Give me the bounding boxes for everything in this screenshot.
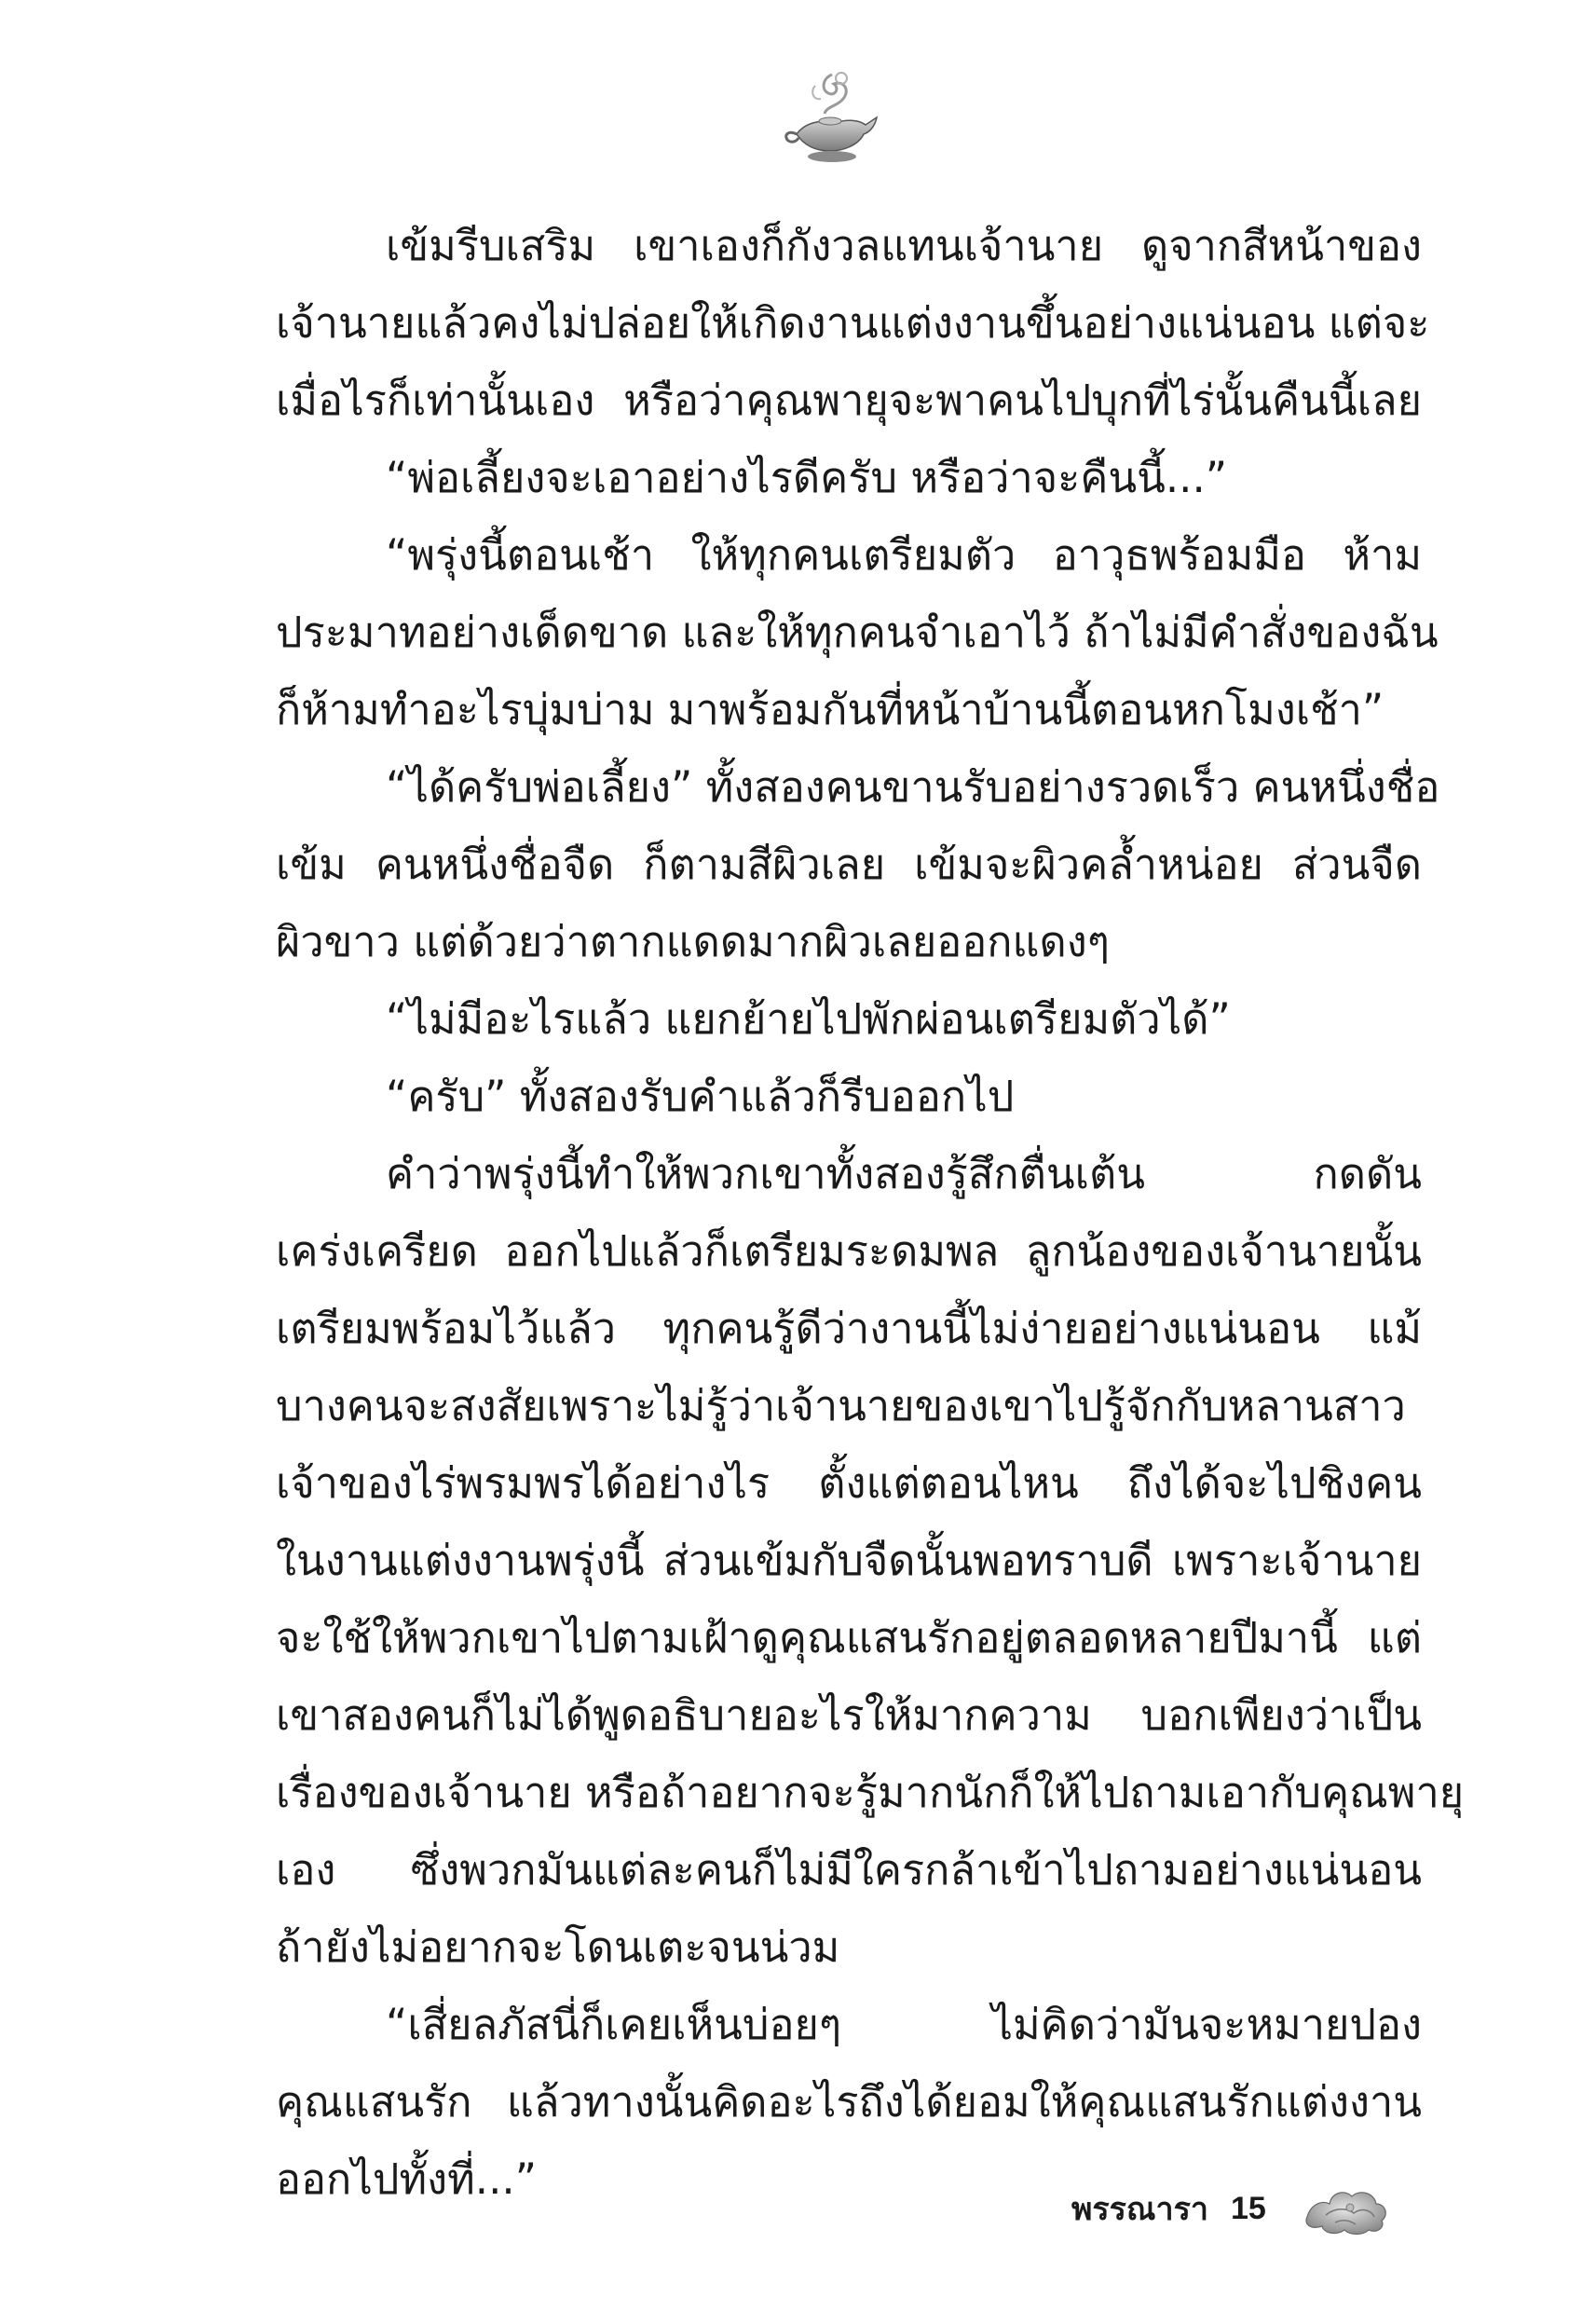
text-line: ถ้ายังไม่อยากจะโดนเตะจนน่วม — [276, 1922, 840, 1972]
text-line: คำว่าพรุ่งนี้ทำให้พวกเขาทั้งสองรู้สึกตื่นเต้น กดดัน — [386, 1149, 1422, 1198]
chapter-body-text — [276, 207, 1465, 2218]
paragraph — [276, 748, 1440, 980]
text-line: “เสี่ยลภัสนี่ก็เคยเห็นบ่อยๆ ไม่คิดว่ามันจะหมายปอง — [386, 2000, 1422, 2049]
text-line: เมื่อไรก็เท่านั้นเอง หรือว่าคุณพายุจะพาคนไปบุกที่ไร่นั้นคืนนี้เลย — [276, 376, 1422, 425]
page-footer — [1071, 2176, 1391, 2241]
text-line: “พ่อเลี้ยงจะเอาอย่างไรดีครับ หรือว่าจะคืนนี้...” — [386, 453, 1228, 502]
text-line: เข้ม คนหนึ่งชื่อจืด ก็ตามสีผิวเลย เข้มจะผิวคล้ำหน่อย ส่วนจืด — [276, 840, 1422, 889]
text-line: ก็ห้ามทำอะไรบุ่มบ่าม มาพร้อมกันที่หน้าบ้านนี้ตอนหกโมงเช้า” — [276, 685, 1385, 734]
text-line: เจ้านายแล้วคงไม่ปล่อยให้เกิดงานแต่งงานขึ้นอย่างแน่นอน แต่จะ — [276, 298, 1430, 348]
floral-ornament-icon — [1298, 2180, 1391, 2237]
text-line: ผิวขาว แต่ด้วยว่าตากแดดมากผิวเลยออกแดงๆ — [276, 917, 1110, 966]
text-line: เตรียมพร้อมไว้แล้ว ทุกคนรู้ดีว่างานนี้ไม่ง่ายอย่างแน่นอน แม้ — [276, 1304, 1422, 1353]
page-number: 15 — [1230, 2190, 1266, 2226]
lamp-ornament-icon — [778, 65, 890, 168]
text-line: ออกไปทั้งที่...” — [276, 2154, 538, 2204]
text-line: เข้มรีบเสริม เขาเองก็กังวลแทนเจ้านาย ดูจากสีหน้าของ — [386, 221, 1422, 270]
paragraph — [276, 1135, 1465, 1986]
text-line: จะใช้ให้พวกเขาไปตามเฝ้าดูคุณแสนรักอยู่ตลอดหลายปีมานี้ แต่ — [276, 1613, 1422, 1662]
paragraph — [276, 516, 1439, 748]
text-line: คุณแสนรัก แล้วทางนั้นคิดอะไรถึงได้ยอมให้คุณแสนรักแต่งงาน — [276, 2077, 1422, 2126]
text-line: เอง ซึ่งพวกมันแต่ละคนก็ไม่มีใครกล้าเข้าไปถามอย่างแน่นอน — [276, 1845, 1422, 1894]
text-line: “ไม่มีอะไรแล้ว แยกย้ายไปพักผ่อนเตรียมตัวได้” — [386, 994, 1231, 1044]
text-line: “ครับ” ทั้งสองรับคำแล้วก็รีบออกไป — [386, 1072, 1015, 1121]
text-line: เขาสองคนก็ไม่ได้พูดอธิบายอะไรให้มากความ บอกเพียงว่าเป็น — [276, 1690, 1422, 1740]
text-line: เรื่องของเจ้านาย หรือถ้าอยากจะรู้มากนักก็ให้ไปถามเอากับคุณพายุ — [276, 1768, 1465, 1817]
text-line: “ได้ครับพ่อเลี้ยง” ทั้งสองคนขานรับอย่างรวดเร็ว คนหนึ่งชื่อ — [386, 762, 1440, 812]
text-line: เคร่งเครียด ออกไปแล้วก็เตรียมระดมพล ลูกน้องของเจ้านายนั้น — [276, 1226, 1422, 1276]
paragraph — [276, 980, 1422, 1058]
text-line: บางคนจะสงสัยเพราะไม่รู้ว่าเจ้านายของเขาไปรู้จักกับหลานสาว — [276, 1381, 1406, 1430]
paragraph — [276, 1058, 1422, 1135]
text-line: “พรุ่งนี้ตอนเช้า ให้ทุกคนเตรียมตัว อาวุธพร้อมมือ ห้าม — [386, 530, 1422, 580]
book-title: พรรณารา — [1071, 2191, 1208, 2228]
text-line: ในงานแต่งงานพรุ่งนี้ ส่วนเข้มกับจืดนั้นพอทราบดี เพราะเจ้านาย — [276, 1536, 1422, 1585]
text-line: ประมาทอย่างเด็ดขาด และให้ทุกคนจำเอาไว้ ถ้าไม่มีคำสั่งของฉัน — [276, 608, 1439, 657]
paragraph — [276, 439, 1422, 516]
text-line: เจ้าของไร่พรมพรได้อย่างไร ตั้งแต่ตอนไหน ถึงได้จะไปชิงคน — [276, 1458, 1422, 1508]
paragraph — [276, 207, 1430, 439]
